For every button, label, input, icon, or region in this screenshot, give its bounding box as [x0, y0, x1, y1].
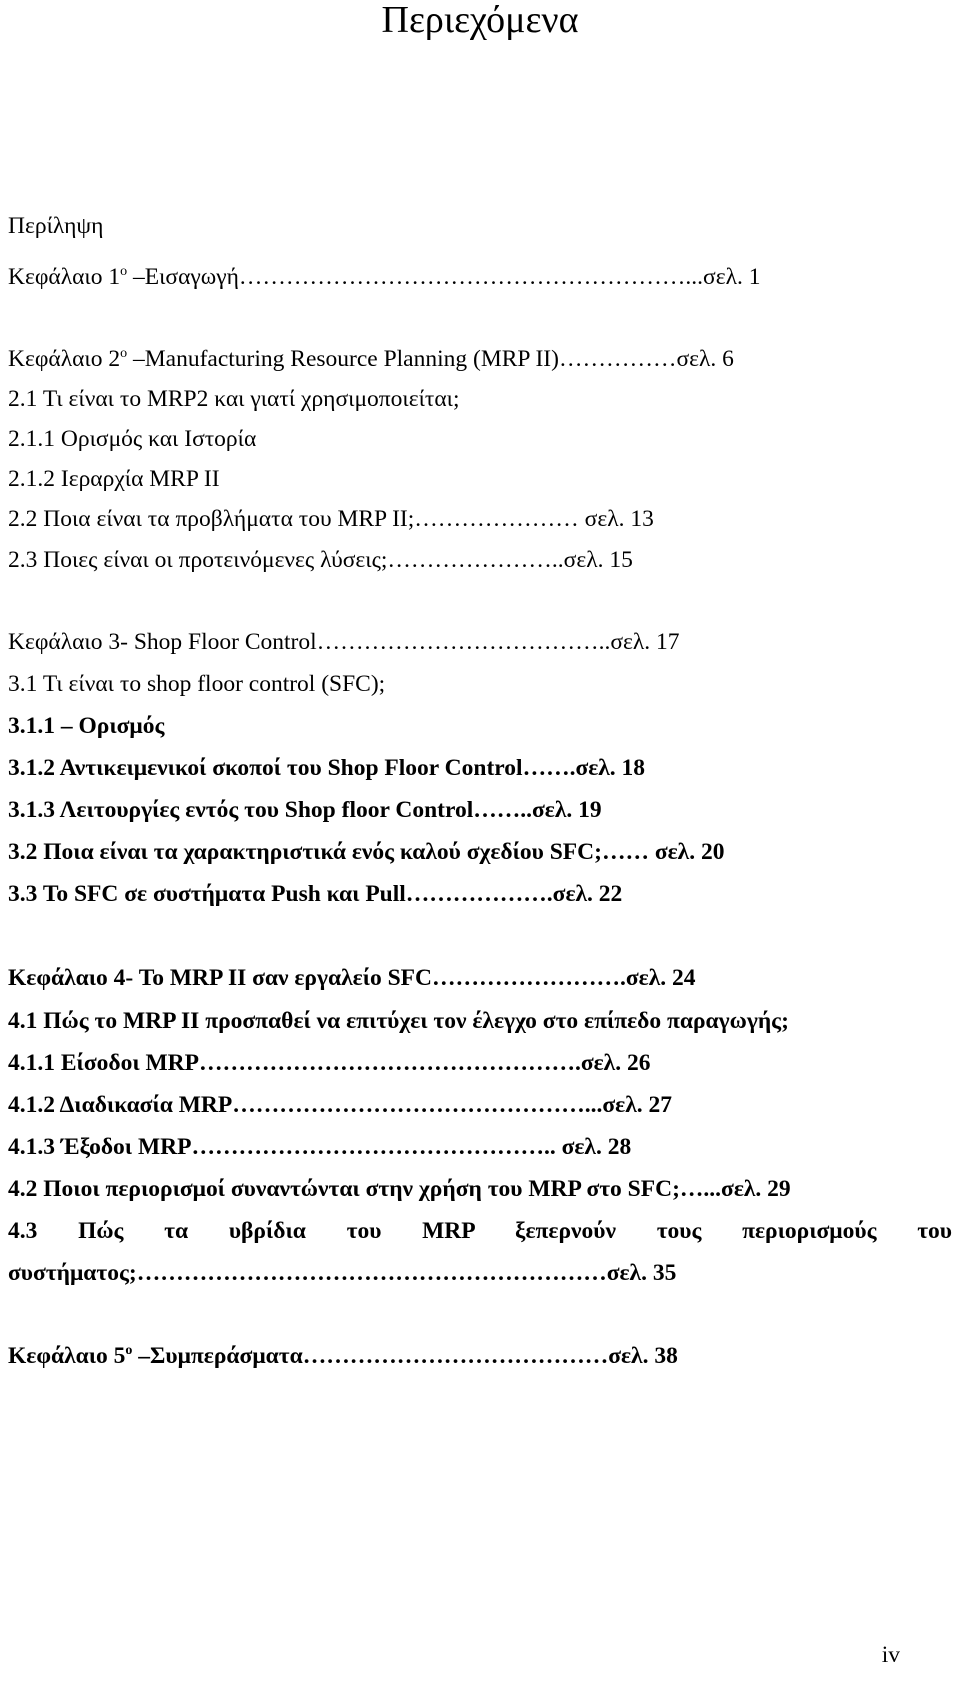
toc-chapter-1	[8, 262, 761, 292]
toc-chapter-2-label: Κεφάλαιο 2	[8, 346, 121, 372]
page-title: Περιεχόμενα	[381, 0, 579, 41]
toc-chapter-2	[8, 344, 734, 374]
ordinal-marker: ο	[120, 346, 128, 361]
ordinal-marker: ο	[120, 264, 128, 279]
toc-section-4-1: 4.1 Πώς το MRP II προσπαθεί να επιτύχει τον έλεγχο στο επίπεδο παραγωγής;	[8, 1008, 789, 1034]
toc-section-3-2: 3.2 Ποια είναι τα χαρακτηριστικά ενός καλού σχεδίου SFC;…… σελ. 20	[8, 839, 725, 865]
toc-section-2-3: 2.3 Ποιες είναι οι προτεινόμενες λύσεις;…………………..σελ. 15	[8, 547, 633, 573]
toc-section-4-3-line-2: συστήματος;……………………………………………………σελ. 35	[8, 1260, 677, 1286]
toc-section-3-3: 3.3 Το SFC σε συστήματα Push και Pull……………….σελ. 22	[8, 881, 623, 907]
toc-section-2-1: 2.1 Τι είναι το MRP2 και γιατί χρησιμοποιείται;	[8, 386, 460, 412]
toc-section-2-1-2: 2.1.2 Ιεραρχία MRP II	[8, 466, 220, 492]
ordinal-marker: ο	[125, 1343, 133, 1358]
toc-section-4-2: 4.2 Ποιοι περιορισμοί συναντώνται στην χρήση του MRP στο SFC;…...σελ. 29	[8, 1176, 791, 1202]
toc-chapter-1-title: –Εισαγωγή…………………………………………………...σελ. 1	[127, 264, 761, 290]
toc-section-4-3-line-1: 4.3 Πώς τα υβρίδια του MRP ξεπερνούν τους περιορισμούς του	[8, 1218, 952, 1244]
page-number: iv	[881, 1642, 900, 1668]
toc-chapter-5-title: –Συμπεράσματα…………………………………σελ. 38	[132, 1343, 678, 1369]
toc-chapter-1-label: Κεφάλαιο 1	[8, 264, 121, 290]
toc-section-3-1-3: 3.1.3 Λειτουργίες εντός του Shop floor Control……..σελ. 19	[8, 797, 602, 823]
toc-chapter-5-label: Κεφάλαιο 5	[8, 1343, 126, 1369]
toc-section-3-1-2: 3.1.2 Αντικειμενικοί σκοποί του Shop Floor Control…….σελ. 18	[8, 755, 646, 781]
toc-chapter-2-title: –Manufacturing Resource Planning (MRP II)……………σελ. 6	[127, 346, 734, 372]
toc-section-2-2: 2.2 Ποια είναι τα προβλήματα του MRP II;………………… σελ. 13	[8, 506, 654, 532]
toc-section-2-1-1: 2.1.1 Ορισμός και Ιστορία	[8, 426, 257, 452]
toc-summary: Περίληψη	[8, 213, 104, 239]
toc-chapter-5	[8, 1341, 678, 1371]
toc-section-4-1-1: 4.1.1 Είσοδοι MRP………………………………………….σελ. 26	[8, 1050, 651, 1076]
toc-chapter-3: Κεφάλαιο 3- Shop Floor Control………………………………..σελ. 17	[8, 629, 680, 655]
toc-section-3-1-1: 3.1.1 – Ορισμός	[8, 713, 165, 739]
toc-section-4-1-2: 4.1.2 Διαδικασία MRP………………………………………...σελ. 27	[8, 1092, 672, 1118]
toc-section-4-1-3: 4.1.3 Έξοδοι MRP……………………………………….. σελ. 28	[8, 1134, 632, 1160]
toc-section-3-1: 3.1 Τι είναι το shop floor control (SFC);	[8, 671, 386, 697]
toc-chapter-4: Κεφάλαιο 4- Το MRP II σαν εργαλείο SFC…………………….σελ. 24	[8, 965, 696, 991]
